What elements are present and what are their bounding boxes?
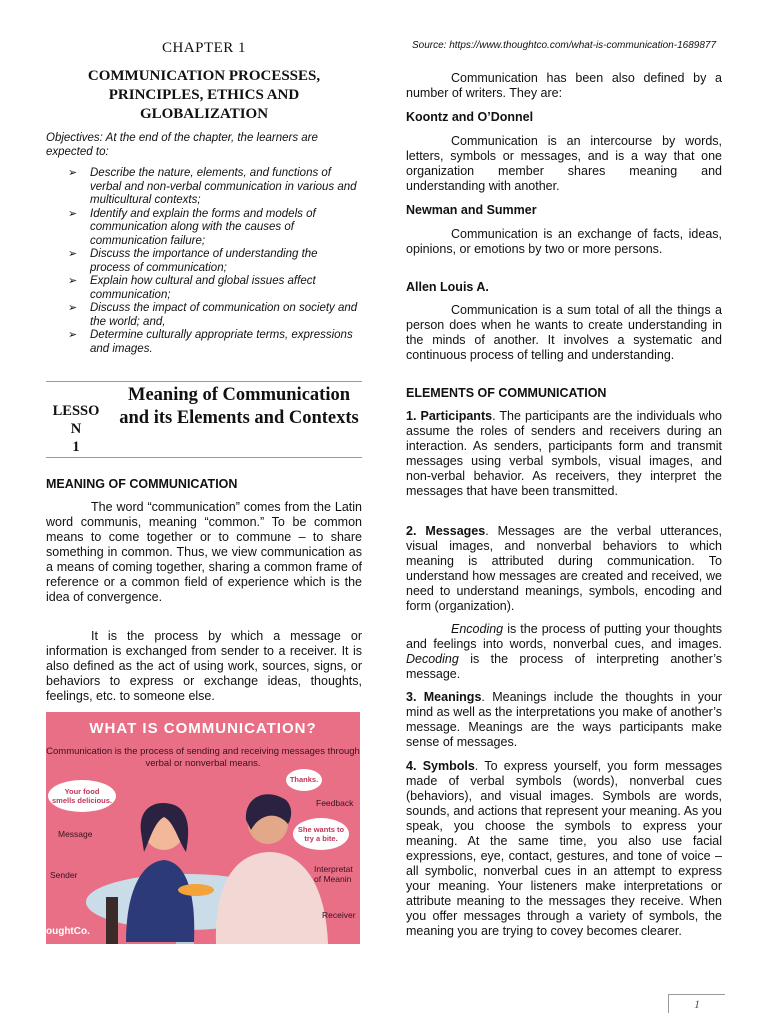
objectives-list (68, 167, 360, 356)
elements-heading: ELEMENTS OF COMMUNICATION (406, 386, 607, 400)
definition-newman: Communication is an exchange of facts, ideas, opinions, or emotions by two or more persons. (406, 227, 722, 256)
objective-item: ➢ Identify and explain the forms and models of communication along with the causes of communication failure; (68, 207, 316, 247)
label-receiver: Receiver (322, 910, 356, 920)
author-koontz: Koontz and O’Donnel (406, 110, 534, 124)
definition-koontz: Communication is an intercourse by words, letters, symbols or messages, and is a way that one organization member shares meaning and understanding with another. (406, 134, 722, 193)
chapter-title: COMMUNICATION PROCESSES, PRINCIPLES, ETHICS AND GLOBALIZATION (87, 68, 321, 122)
definition-allen: Communication is a sum total of all the things a person does when he wants to create understanding in the minds of another. It involves a systematic and continuous process of telling and understanding. (406, 303, 722, 362)
arrow-bullet-icon: ➢ (68, 207, 78, 220)
arrow-bullet-icon: ➢ (68, 302, 78, 314)
label-interpretation: Interpretat of Meanin (314, 864, 353, 884)
meaning-paragraph-1: The word “communication” comes from the Latin word communis, meaning “common.” To be common means to come together or to commune – to share something in common. Thus, we view communication as a means of coming together, sharing a common frame of reference or a common field of experience which is the idea of convergence. (46, 500, 362, 604)
author-allen: Allen Louis A. (406, 280, 489, 294)
objective-item: ➢ Describe the nature, elements, and functions of verbal and non-verbal communication in various and multicultural contexts; (68, 167, 357, 206)
bubble-message: Your food smells delicious. (51, 787, 113, 805)
arrow-bullet-icon: ➢ (68, 167, 78, 179)
label-message: Message (58, 829, 93, 839)
bubble-interpretation: She wants to try a bite. (297, 825, 345, 843)
element-symbols: 4. Symbols. To express yourself, you form messages made of verbal symbols (words), nonverbal cues (behaviors), and visual images. Symbols are words, sounds, and actions that represent your meaning. As you speak, you choose the symbols to express your meaning. At the same time, you also use facial expressions, eye, contact, gestures, and tone of voice – all symbolic, nonverbal cues in an attempt to express your meaning. Your listeners make interpretations or attribute meaning to the messages they receive. When you offer messages through a variety of symbols, the meaning you are trying to covey becomes clearer. (406, 759, 722, 938)
element-meanings: 3. Meanings. Meanings include the thoughts in your mind as well as the interpretations you make of another’s message. Meanings are the ways participants make sense of messages. (406, 690, 723, 749)
figure-source: Source: https://www.thoughtco.com/what-is-communication-1689877 (411, 40, 717, 51)
figure-subtitle: Communication is the process of sending and receiving messages through verbal or nonverbal means. (46, 746, 360, 769)
bubble-thanks: Thanks. (289, 775, 319, 784)
chapter-label: CHAPTER 1 (161, 40, 247, 56)
definitions-intro: Communication has been also defined by a number of writers. They are: (406, 71, 722, 100)
objective-item: ➢ Determine culturally appropriate terms, expressions and images. (68, 329, 353, 355)
objective-item: ➢ Explain how cultural and global issues affect communication; (68, 275, 316, 301)
arrow-bullet-icon: ➢ (68, 248, 78, 260)
lesson-label: LESSO N 1 (52, 403, 100, 455)
page-number: 1 (668, 994, 725, 1013)
label-feedback: Feedback (316, 798, 354, 808)
author-newman: Newman and Summer (406, 203, 537, 217)
brand-logo: oughtCo. (46, 926, 90, 937)
figure-title: WHAT IS COMMUNICATION? (89, 720, 317, 737)
arrow-bullet-icon: ➢ (68, 329, 78, 341)
meaning-heading: MEANING OF COMMUNICATION (46, 477, 238, 491)
lesson-title: Meaning of Communication and its Elements and Contexts (119, 385, 359, 428)
element-messages: 2. Messages. Messages are the verbal utterances, visual images, and nonverbal behaviors to which meaning is attributed during communication. To understand how messages are created and received, we need to understand meanings, symbols, encoding and form (organization). (406, 524, 722, 613)
label-sender: Sender (50, 870, 78, 880)
lesson-header (46, 381, 362, 458)
objective-item: ➢ Discuss the importance of understanding the process of communication; (68, 248, 318, 274)
communication-illustration (46, 712, 360, 944)
objective-item: ➢ Discuss the impact of communication on society and the world; and, (68, 302, 358, 328)
meaning-paragraph-2: It is the process by which a message or information is exchanged from sender to a receiver. It is also defined as the act of using work, sources, signs, or behaviors to express or exchange ideas, thoughts, feelings, etc. to someone else. (46, 629, 362, 703)
element-participants: 1. Participants. The participants are the individuals who assume the roles of senders and receivers during an interaction. As senders, participants form and transmit messages using verbal symbols, visual images, and non-verbal behavior. As receivers, they interpret the messages that have been transmitted. (406, 409, 722, 498)
arrow-bullet-icon: ➢ (68, 275, 78, 287)
objectives-intro: Objectives: At the end of the chapter, the learners are expected to: (46, 132, 318, 158)
encoding-decoding: Encoding is the process of putting your thoughts and feelings into words, nonverbal cues, and images. Decoding is the process of interpreting another’s message. (406, 622, 722, 681)
